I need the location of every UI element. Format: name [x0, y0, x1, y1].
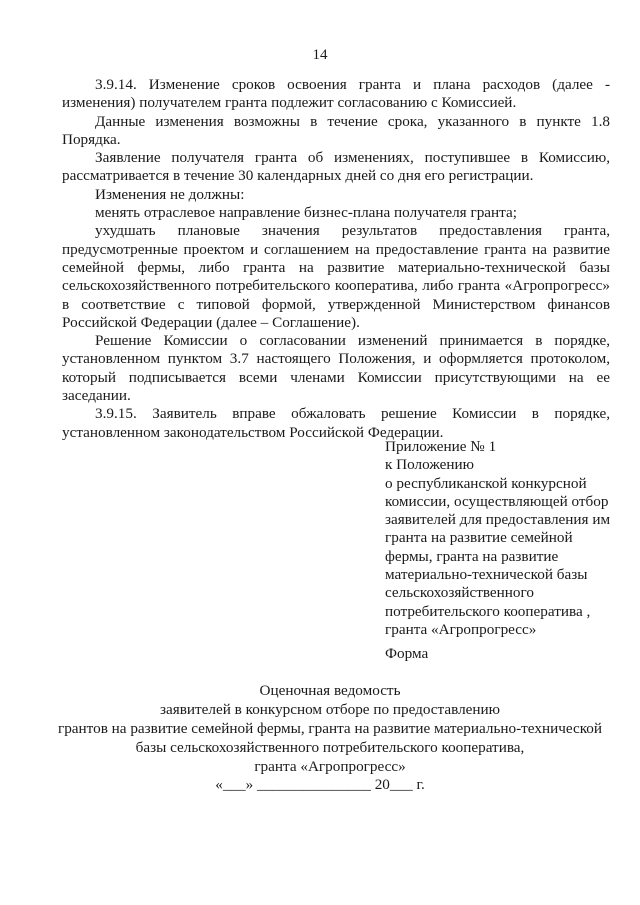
evaluation-sheet-title: [40, 681, 620, 776]
paragraph-worsen-results: ухудшать плановые значения результатов предоставления гранта, предусмотренные проектом и соглашением на предоставление гранта на развитие семейной фермы, либо гранта на развитие материально-технической базы сельскохозяйственного потребительского кооператива, либо гранта «Агропрогресс» в соответствие с типовой формой, утвержденной Министерством финансов Российской Федерации (далее – Соглашение).: [62, 222, 610, 331]
paragraph-application-review: Заявление получателя гранта об изменениях, поступившее в Комиссию, рассматривается в течение 30 календарных дней со дня его регистрации.: [62, 149, 610, 185]
sheet-title-line: базы сельскохозяйственного потребительского кооператива,: [135, 739, 525, 756]
appendix-line: гранта на развитие семейной: [385, 529, 573, 547]
appendix-line: фермы, гранта на развитие: [385, 547, 559, 565]
paragraph-changes-must-not: Изменения не должны:: [95, 185, 245, 203]
form-label: Форма: [385, 645, 429, 662]
body-text: [62, 76, 610, 442]
paragraph-3-9-15: 3.9.15. Заявитель вправе обжаловать решение Комиссии в порядке, установленном законодательством Российской Федерации.: [62, 405, 610, 441]
paragraph-3-9-14: 3.9.14. Изменение сроков освоения гранта и плана расходов (далее - изменения) получателем гранта подлежит согласованию с Комиссией.: [62, 76, 610, 112]
appendix-line: материально-технической базы: [385, 566, 588, 584]
paragraph-changes-term: Данные изменения возможны в течение срока, указанного в пункте 1.8 Порядка.: [62, 112, 610, 148]
appendix-line: о республиканской конкурсной: [385, 474, 587, 492]
appendix-line: комиссии, осуществляющей отбор: [385, 492, 609, 510]
date-line: «___» _______________ 20___ г.: [215, 776, 425, 793]
sheet-title-line: заявителей в конкурсном отборе по предоставлению: [159, 701, 501, 718]
paragraph-business-plan-direction: менять отраслевое направление бизнес-плана получателя гранта;: [95, 204, 517, 222]
appendix-line: к Положению: [385, 456, 474, 474]
appendix-line: заявителей для предоставления им: [385, 511, 611, 529]
appendix-line: потребительского кооператива ,: [385, 602, 591, 620]
page-number: 14: [312, 47, 328, 63]
sheet-title-line: гранта «Агропрогресс»: [254, 758, 406, 775]
appendix-line: Приложение № 1: [385, 438, 497, 455]
appendix-line: сельскохозяйственного: [385, 584, 534, 602]
appendix-line: гранта «Агропрогресс»: [385, 620, 537, 638]
appendix-heading: [385, 438, 617, 639]
paragraph-commission-decision: Решение Комиссии о согласовании изменений принимается в порядке, установленном пунктом 3.7 настоящего Положения, и оформляется протоколом, который подписывается всеми членами Комиссии присутствующими на ее заседании.: [62, 332, 610, 405]
sheet-title-line: Оценочная ведомость: [259, 682, 401, 699]
sheet-title-line: грантов на развитие семейной фермы, гранта на развитие материально-технической: [57, 720, 603, 737]
